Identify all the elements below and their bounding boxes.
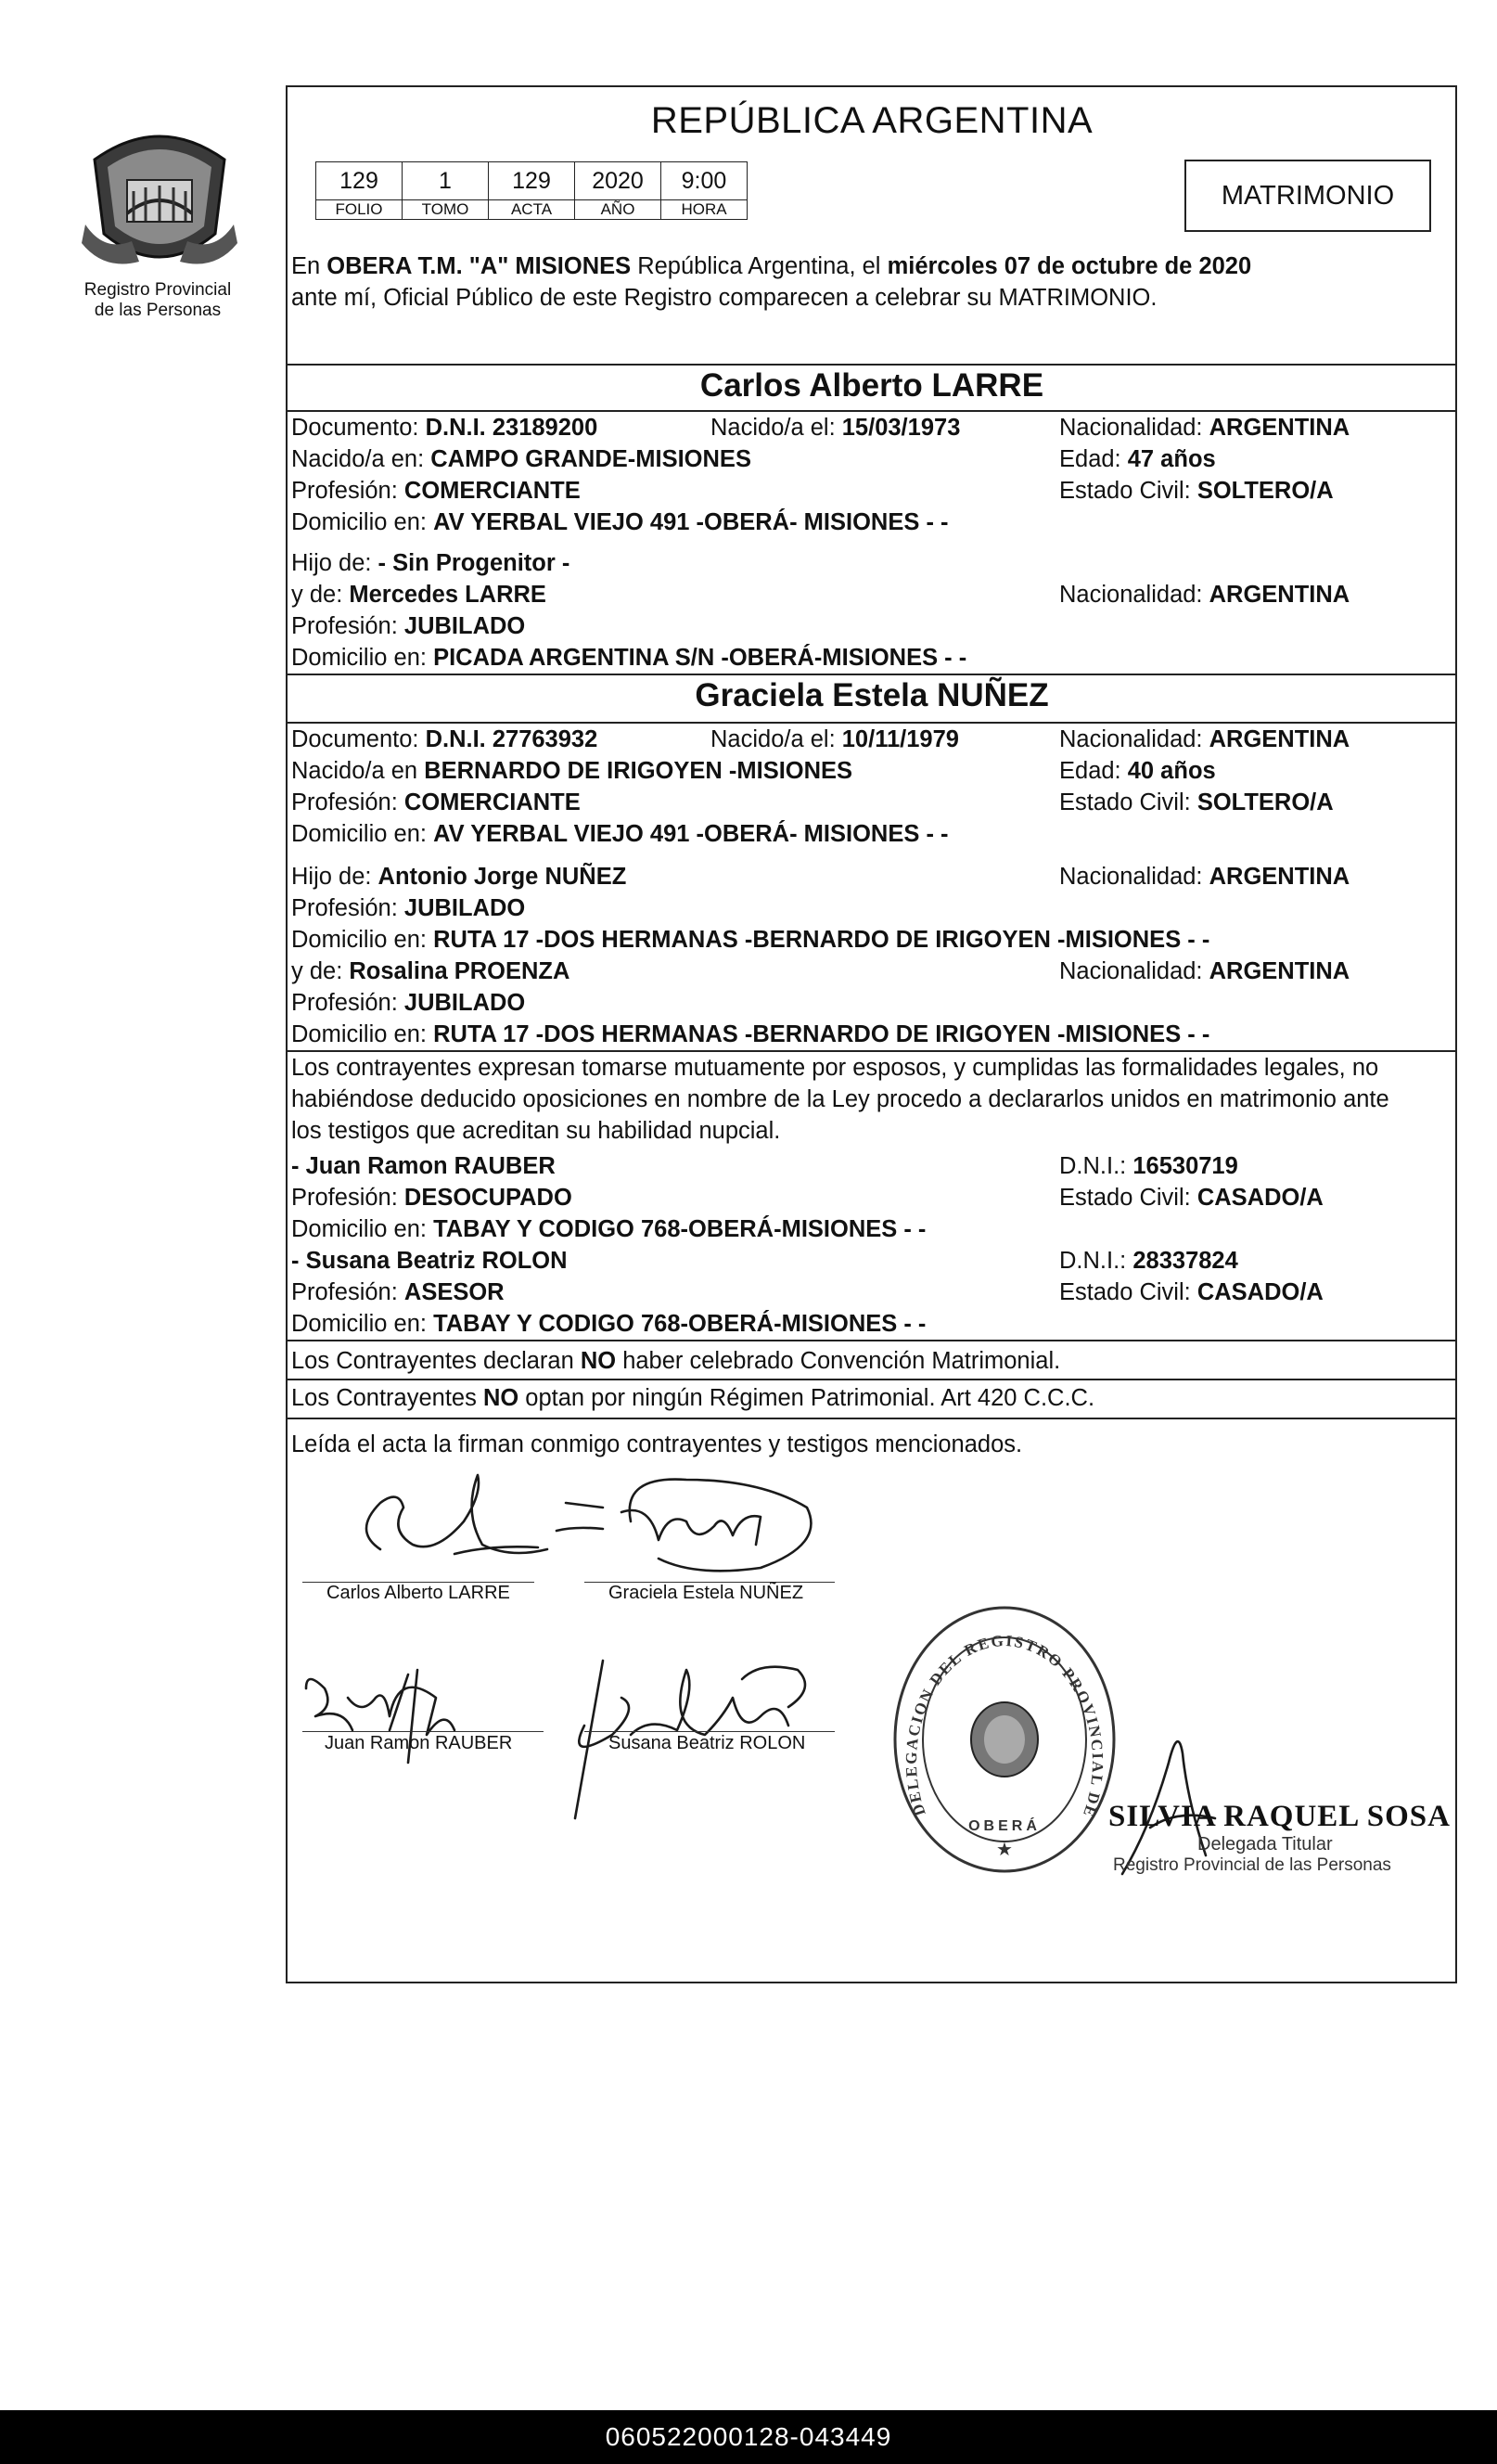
official-seal — [889, 1600, 1120, 1879]
bride-birthplace — [291, 755, 852, 787]
label: Domicilio en: — [291, 1311, 434, 1337]
svg-text:★: ★ — [996, 1840, 1013, 1860]
intro-line-1 — [291, 250, 1251, 282]
bride-nationality-value: ARGENTINA — [1209, 726, 1350, 752]
label: Nacionalidad: — [1059, 958, 1209, 984]
label: Estado Civil: — [1059, 478, 1197, 504]
label: Documento: — [291, 415, 426, 441]
witness-1-dni-value: 16530719 — [1132, 1153, 1238, 1179]
groom-name: Carlos Alberto LARRE — [699, 367, 1044, 404]
label: Domicilio en: — [291, 927, 434, 953]
bride-profession-value: COMERCIANTE — [403, 789, 581, 815]
bride-dni: D.N.I. 27763932 — [425, 726, 598, 752]
declaration-line-1: Los contrayentes expresan tomarse mutuamente por esposos, y cumplidas las formalidades legales, no — [291, 1055, 1379, 1081]
bride-mother-address — [291, 1019, 1209, 1050]
label: Nacionalidad: — [1059, 726, 1209, 752]
label: Domicilio en: — [291, 821, 434, 847]
bride-mother-nationality — [1059, 956, 1350, 987]
hora-label: HORA — [661, 200, 748, 220]
intro-line-2: ante mí, Oficial Público de este Registro comparecen a celebrar su MATRIMONIO. — [291, 285, 1158, 311]
bride-civil-status-value: SOLTERO/A — [1196, 789, 1334, 815]
groom-birthdate-value: 15/03/1973 — [841, 415, 961, 441]
bride-mother-profession-value: JUBILADO — [403, 990, 526, 1016]
emphasis: NO — [482, 1385, 519, 1411]
bride-father-value: Antonio Jorge NUÑEZ — [377, 864, 627, 890]
groom-mother-profession-value: JUBILADO — [403, 613, 526, 639]
delegate-role: Delegada Titular — [1197, 1834, 1333, 1854]
declaration-line-3: los testigos que acreditan su habilidad nupcial. — [291, 1118, 781, 1144]
bride-father — [291, 861, 626, 892]
groom-mother-address — [291, 642, 966, 674]
acta-value: 129 — [489, 162, 575, 200]
tomo-value: 1 — [403, 162, 489, 200]
label: Nacido/a en: — [291, 446, 431, 472]
groom-nationality-value: ARGENTINA — [1209, 415, 1350, 441]
bride-father-profession — [291, 892, 525, 924]
label: Domicilio en: — [291, 1216, 434, 1242]
label: Estado Civil: — [1059, 1279, 1197, 1305]
witness-2-dni-value: 28337824 — [1132, 1248, 1238, 1274]
label: Profesión: — [291, 789, 404, 815]
groom-signature-label: Carlos Alberto LARRE — [326, 1583, 510, 1603]
groom-civil-status-value: SOLTERO/A — [1196, 478, 1334, 504]
folio-label: FOLIO — [316, 200, 403, 220]
witness-1-profession-value: DESOCUPADO — [403, 1185, 572, 1211]
misiones-seal-icon — [76, 122, 243, 271]
witness-1-profession — [291, 1182, 572, 1213]
regime-statement — [291, 1382, 1094, 1414]
intro-place: OBERA T.M. "A" MISIONES — [326, 253, 632, 279]
act-type-box: MATRIMONIO — [1184, 160, 1431, 232]
bride-signature-label: Graciela Estela NUÑEZ — [608, 1583, 804, 1603]
divider — [288, 1379, 1456, 1380]
label: Hijo de: — [291, 550, 378, 576]
witness-2-dni — [1059, 1245, 1238, 1277]
witness-1-dni — [1059, 1150, 1238, 1182]
label: Domicilio en: — [291, 645, 434, 671]
declaration-line-2: habiéndose deducido oposiciones en nombre de la Ley procedo a declararlos unidos en matrimonio ante — [291, 1086, 1389, 1112]
divider — [288, 1418, 1456, 1419]
province-logo — [76, 122, 243, 271]
hora-value: 9:00 — [661, 162, 748, 200]
bride-civil-status — [1059, 787, 1334, 818]
groom-nationality — [1059, 412, 1350, 443]
bride-name: Graciela Estela NUÑEZ — [695, 677, 1049, 713]
bride-father-address-value: RUTA 17 -DOS HERMANAS -BERNARDO DE IRIGOYEN -MISIONES - - — [433, 927, 1210, 953]
groom-profession — [291, 475, 581, 507]
label: Domicilio en: — [291, 509, 434, 535]
groom-age — [1059, 443, 1216, 475]
witness-2-address-value: TABAY Y CODIGO 768-OBERÁ-MISIONES - - — [433, 1311, 927, 1337]
label: Nacido/a el: — [710, 415, 842, 441]
anio-label: AÑO — [575, 200, 661, 220]
text: Los Contrayentes declaran — [291, 1348, 581, 1374]
registry-caption — [56, 280, 260, 321]
divider — [288, 1340, 1456, 1341]
witness-2-profession — [291, 1277, 505, 1308]
divider — [288, 364, 1456, 366]
label: D.N.I.: — [1059, 1153, 1133, 1179]
bride-birthdate — [710, 724, 959, 755]
groom-father — [291, 547, 569, 579]
registry-seal-icon — [889, 1600, 1120, 1879]
label: y de: — [291, 958, 350, 984]
bride-age-value: 40 años — [1127, 758, 1216, 784]
groom-father-value: - Sin Progenitor - — [377, 550, 570, 576]
delegate-name: SILVIA RAQUEL SOSA — [1108, 1800, 1451, 1833]
label: Profesión: — [291, 1185, 404, 1211]
witness-2-civil-status — [1059, 1277, 1324, 1308]
divider — [288, 674, 1456, 675]
groom-mother-value: Mercedes LARRE — [349, 582, 546, 608]
acta-label: ACTA — [489, 200, 575, 220]
witness-1-signature-label: Juan Ramon RAUBER — [325, 1733, 513, 1753]
tomo-label: TOMO — [403, 200, 489, 220]
label: Profesión: — [291, 613, 404, 639]
groom-mother-nationality — [1059, 579, 1350, 610]
witness-1-civil-status-value: CASADO/A — [1196, 1185, 1324, 1211]
seal-text: DELEGACION DEL REGISTRO PROVINCIAL DE — [902, 1631, 1107, 1821]
label: D.N.I.: — [1059, 1248, 1133, 1274]
intro-date: miércoles 07 de octubre de 2020 — [887, 253, 1252, 279]
seal-city: OBERÁ — [968, 1818, 1041, 1834]
delegate-stamp — [1108, 1800, 1461, 1876]
bride-mother-value: Rosalina PROENZA — [349, 958, 570, 984]
label: Edad: — [1059, 758, 1128, 784]
witness-1-civil-status — [1059, 1182, 1324, 1213]
witness-2-signature-label: Susana Beatriz ROLON — [608, 1733, 806, 1753]
groom-address-value: AV YERBAL VIEJO 491 -OBERÁ- MISIONES - - — [433, 509, 949, 535]
groom-profession-value: COMERCIANTE — [403, 478, 581, 504]
bride-profession — [291, 787, 581, 818]
bride-document — [291, 724, 597, 755]
footer-code-bar — [0, 2410, 1497, 2464]
label: Nacionalidad: — [1059, 864, 1209, 890]
label: Hijo de: — [291, 864, 378, 890]
bride-father-nationality-value: ARGENTINA — [1209, 864, 1350, 890]
groom-mother-address-value: PICADA ARGENTINA S/N -OBERÁ-MISIONES - - — [433, 645, 967, 671]
witness-1-address — [291, 1213, 926, 1245]
delegate-registry: Registro Provincial de las Personas — [1113, 1855, 1391, 1875]
bride-mother-nationality-value: ARGENTINA — [1209, 958, 1350, 984]
groom-dni: D.N.I. 23189200 — [425, 415, 598, 441]
witness-2-civil-status-value: CASADO/A — [1196, 1279, 1324, 1305]
witness-2-profession-value: ASESOR — [403, 1279, 505, 1305]
registry-caption-line2: de las Personas — [94, 301, 222, 320]
bride-mother — [291, 956, 569, 987]
bride-age — [1059, 755, 1216, 787]
bride-birthdate-value: 10/11/1979 — [841, 726, 959, 752]
document-code: 060522000128-043449 — [605, 2422, 892, 2451]
witness-2-signature-line — [584, 1731, 835, 1732]
convention-statement — [291, 1345, 1060, 1377]
registry-caption-line1: Registro Provincial — [83, 280, 232, 300]
witness-2-name: - Susana Beatriz ROLON — [291, 1248, 568, 1274]
groom-document — [291, 412, 597, 443]
label: Domicilio en: — [291, 1021, 434, 1047]
intro-text-a: En — [291, 253, 327, 279]
groom-age-value: 47 años — [1127, 446, 1216, 472]
label: Nacido/a en — [291, 758, 425, 784]
label: Nacido/a el: — [710, 726, 842, 752]
folio-table — [315, 161, 748, 220]
anio-value: 2020 — [575, 162, 661, 200]
text: optan por ningún Régimen Patrimonial. Art 420 C.C.C. — [518, 1385, 1095, 1411]
label: Profesión: — [291, 1279, 404, 1305]
bride-address-value: AV YERBAL VIEJO 491 -OBERÁ- MISIONES - - — [433, 821, 949, 847]
groom-mother-nationality-value: ARGENTINA — [1209, 582, 1350, 608]
label: Edad: — [1059, 446, 1128, 472]
groom-mother-profession — [291, 610, 525, 642]
label: Documento: — [291, 726, 426, 752]
label: Profesión: — [291, 895, 404, 921]
folio-value: 129 — [316, 162, 403, 200]
witness-1-name: - Juan Ramon RAUBER — [291, 1153, 556, 1179]
groom-birthplace — [291, 443, 751, 475]
label: y de: — [291, 582, 350, 608]
bride-address — [291, 818, 949, 850]
text: Los Contrayentes — [291, 1385, 483, 1411]
bride-father-address — [291, 924, 1209, 956]
label: Nacionalidad: — [1059, 582, 1209, 608]
groom-address — [291, 507, 949, 538]
witness-1-signature-line — [302, 1731, 544, 1732]
label: Profesión: — [291, 990, 404, 1016]
intro-text-b: República Argentina, el — [631, 253, 888, 279]
label: Nacionalidad: — [1059, 415, 1209, 441]
signature-scribble-couple — [325, 1457, 844, 1586]
groom-birthdate — [710, 412, 960, 443]
witness-1-address-value: TABAY Y CODIGO 768-OBERÁ-MISIONES - - — [433, 1216, 927, 1242]
bride-father-nationality — [1059, 861, 1350, 892]
text: haber celebrado Convención Matrimonial. — [616, 1348, 1061, 1374]
bride-birthplace-value: BERNARDO DE IRIGOYEN -MISIONES — [424, 758, 853, 784]
groom-mother — [291, 579, 546, 610]
label: Estado Civil: — [1059, 1185, 1197, 1211]
label: Profesión: — [291, 478, 404, 504]
bride-mother-profession — [291, 987, 525, 1019]
signature-intro: Leída el acta la firman conmigo contrayentes y testigos mencionados. — [291, 1431, 1023, 1457]
emphasis: NO — [580, 1348, 617, 1374]
witness-2-address — [291, 1308, 926, 1340]
label: Estado Civil: — [1059, 789, 1197, 815]
groom-civil-status — [1059, 475, 1334, 507]
bride-nationality — [1059, 724, 1350, 755]
groom-birthplace-value: CAMPO GRANDE-MISIONES — [430, 446, 751, 472]
bride-father-profession-value: JUBILADO — [403, 895, 526, 921]
document-title: REPÚBLICA ARGENTINA — [650, 100, 1094, 141]
bride-mother-address-value: RUTA 17 -DOS HERMANAS -BERNARDO DE IRIGOYEN -MISIONES - - — [433, 1021, 1210, 1047]
